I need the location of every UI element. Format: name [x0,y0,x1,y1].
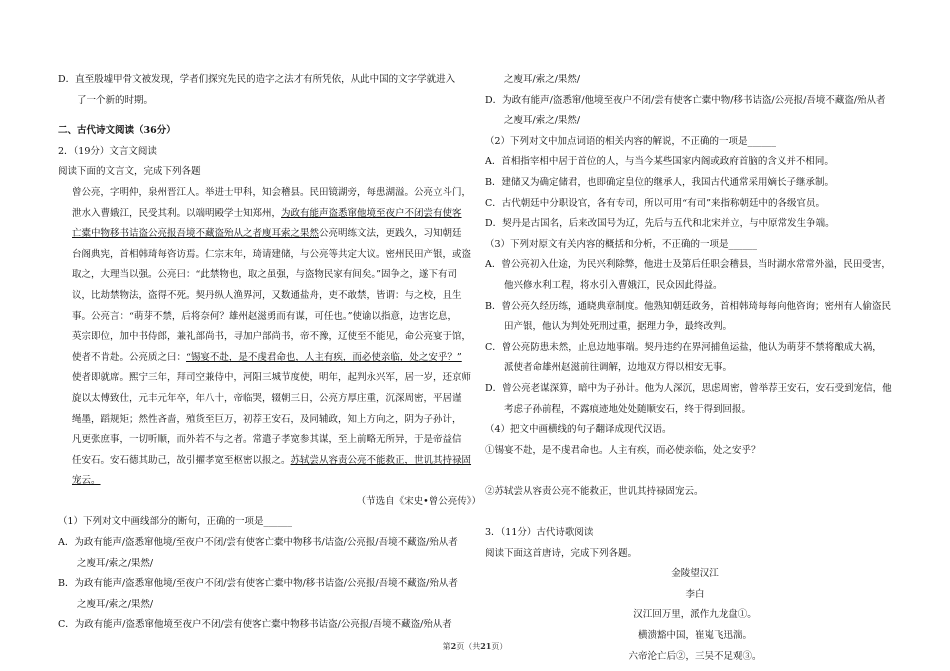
sub-question-3-option-b: B．曾公亮久经历练，通晓典章制度。他熟知朝廷政务，首相韩琦每每向他咨询；密州有人偷盗民 [485,300,891,312]
passage-line: 使者不肯赴。公亮质之曰：“锡宴不赴，是不虔君命也，人主有疾，而必使亲临，处之安乎？” [72,351,462,363]
passage-line: 旋以太傅致仕，元丰元年卒，年八十，帝临哭，辍朝三日，公亮方厚庄重，沉深周密，平居谨 [72,392,462,404]
passage-line: 事。公亮言：“萌芽不禁，后将奈何？雄州赵滋勇而有谋，可任也。”使谕以指意，边害讫息， [72,310,457,322]
sub-question-3-option-d-cont: 考虑子孙前程，不露痕迹地处处随顺安石，终于得到回报。 [504,403,752,415]
translation-item-1: ①锡宴不赴，是不虔君命也。人主有疾，而必使亲临，处之安乎？ [485,444,761,456]
underlined-sentence: 为政有能声盗悉窜他境至夜户不闭尝有使客 [281,207,462,219]
underlined-sentence: “锡宴不赴，是不虔君命也，人主有疾，而必使亲临，处之安乎？” [186,351,462,363]
passage-line: 凡更张庶事，一切听顺，而外若不与之者。常遣子孝宽参其谋，至上前略无所异，于是帝益信 [72,434,462,446]
passage-line: 亡橐中物移书诘盗公亮报吾境不藏盗殆从之者廋耳索之果然公亮明练文法，更践久，习知朝廷 [72,228,462,240]
option-b: B．为政有能声/盗悉窜他境/至夜户不闭/尝有使客亡橐中物/移书诘盗/公亮报/吾境不藏盗/殆从者 [58,578,458,590]
translation-item-2: ②苏轼尝从容责公亮不能救正，世讥其持禄固宠云。 [485,485,704,497]
question-3-title: 3．（11分）古代诗歌阅读 [485,527,594,539]
sub-question-2-option-b: B．建储又为确定储君，也即确定皇位的继承人，我国古代通常采用嫡长子继承制。 [485,176,834,188]
passage-line: 议，比劫禁物法，盗得不死。契丹纵人渔界河，又数通盐舟，吏不敢禁，皆谓：与之校，且生 [72,289,462,301]
passage-line: 泄水入曹娥江，民受其利。以端明殿学士知郑州，为政有能声盗悉窜他境至夜户不闭尝有使客 [72,207,462,219]
sub-question-2-option-a: A．首相指宰相中居于首位的人，与当今某些国家内阁或政府首脑的含义并不相同。 [485,156,834,168]
right-column [485,70,905,667]
sub-question-3-option-a: A．曾公亮初入仕途，为民兴利除弊，他进士及第后任职会稽县，当时湖水常常外溢，民田受害， [485,259,891,271]
passage-line [58,471,481,492]
sub-question-1: （1）下列对文中画线部分的断句，正确的一项是______ [58,516,293,528]
sub-question-4: （4）把文中画横线的句子翻译成现代汉语。 [485,424,672,436]
sub-question-3-option-c: C．曾公亮防患未然，止息边地事端。契丹违约在界河捕鱼运盐，他认为萌芽不禁将酿成大祸， [485,341,882,353]
passage-line: 使者即就席。熙宁三年，拜司空兼侍中，河阳三城节度使，明年，起判永兴军，居一岁，还京师 [72,372,472,384]
option-d-line: D．直至殷墟甲骨文被发现，学者们探究先民的造字之法才有所凭依，从此中国的文字学就进入 [58,74,456,85]
page-total: 21 [480,641,492,651]
poem-line: 横溃豁中国，崔嵬飞迅湍。 [637,630,752,642]
sub-question-3-option-b-cont: 田产银，他认为判处死刑过重，据理力争，最终改判。 [504,321,733,333]
option-d: D．为政有能声/盗悉窜/他境至夜户不闭/尝有使客亡橐中物/移书诘盗/公亮报/吾境不藏盗/殆从者 [485,94,886,106]
passage-line: 绳墨，蹈规矩；然性吝啬，殖货至巨万，初荐王安石，及同辅政，知上方向之，阴为子孙计， [72,413,462,425]
passage-line: 任安石。安石德其助己，故引擢孝宽至枢密以报之。苏轼尝从容责公亮不能救正，世讥其持禄固 [72,454,472,466]
sub-question-3-option-d: D．曾公亮老谋深算，暗中为子孙计。他为人深沉，思虑周密，曾举荐王安石，安石受到宠信，他 [485,382,892,394]
passage-source: （节选自《宋史•曾公亮传》） [356,495,481,507]
option-d-line: 了一个新的时期。 [77,94,154,106]
poem-author: 李白 [685,588,705,600]
option-c: C．为政有能声/盗悉窜他境至夜户不闭/尝有使客亡橐中物移书诘盗/公亮报/吾境不藏盗/殆从者 [58,619,452,631]
page-footer: 第2页（共21页） [442,641,508,651]
section-title: 二、古代诗文阅读（36分） [58,125,176,137]
poem-line: 六帝沦亡后②，三吴不足观③。 [628,650,762,662]
sub-question-2-option-d: D．契丹是古国名，后来改国号为辽，先后与五代和北宋并立，与中原常发生争端。 [485,218,835,230]
page-number: 2 [450,641,457,651]
sub-question-2-option-c: C．古代朝廷中分职设官，各有专司，所以可用“有司”来指称朝廷中的各级官员。 [485,197,825,209]
passage-line: 取之，大理当以强。公亮曰：“此禁物也，取之虽强，与盗物民家有间矣。”固争之，遂下有司 [72,269,457,281]
underlined-sentence: 苏轼尝从容责公亮不能救正，世讥其持禄固 [290,454,472,466]
sub-question-3-option-a-cont: 他兴修水利工程，将水引入曹娥江，民众因此得益。 [504,279,723,291]
option-b-cont: 之廋耳/索之/果然/ [77,598,154,610]
sub-question-3: （3）下列对原文有关内容的概括和分析，不正确的一项是______ [485,238,758,250]
question-2-title: 2．（19分）文言文阅读 [58,145,157,157]
option-d-cont: 之廋耳/索之/果然/ [504,115,581,127]
option-c-cont: 之廋耳/索之/果然/ [504,74,581,85]
passage-line: 英宗即位，加中书侍郎，兼礼部尚书，寻加户部尚书，帝不豫，辽使至不能见，命公亮宴于馆， [72,331,472,343]
question-2-instruction: 阅读下面的文言文，完成下列各题 [58,166,201,178]
passage-line: 曾公亮，字明仲，泉州晋江人。举进士甲科，知会稽县。民田镜湖旁，每患湖溢。公亮立斗门， [72,186,472,198]
underlined-sentence: 亡橐中物移书诘盗公亮报吾境不藏盗殆从之者廋耳索之果然 [72,228,320,240]
passage-line: 台阁典宪，首相韩琦每咨访焉。仁宗末年，琦请建储，与公亮等共定大议。密州民田产银，或盗 [72,248,472,260]
sub-question-3-option-c-cont: 派使者命雄州赵滋前往调解，边地双方得以相安无事。 [504,362,733,374]
sub-question-2: （2）下列对文中加点词语的相关内容的解说，不正确的一项是______ [485,135,777,147]
underlined-sentence: 宠云。 [72,475,101,487]
question-3-instruction: 阅读下面这首唐诗，完成下列各题。 [485,547,638,559]
option-a-cont: 之廋耳/索之/果然/ [77,557,154,569]
option-a: A．为政有能声/盗悉窜他境/至夜户不闭/尝有使客亡橐中物移书/诘盗/公亮报/吾境不藏盗/殆从者 [58,537,458,549]
poem-title: 金陵望汉江 [671,568,719,580]
left-column [58,70,481,636]
poem-line: 汉江回万里，派作九龙盘①。 [633,609,757,621]
